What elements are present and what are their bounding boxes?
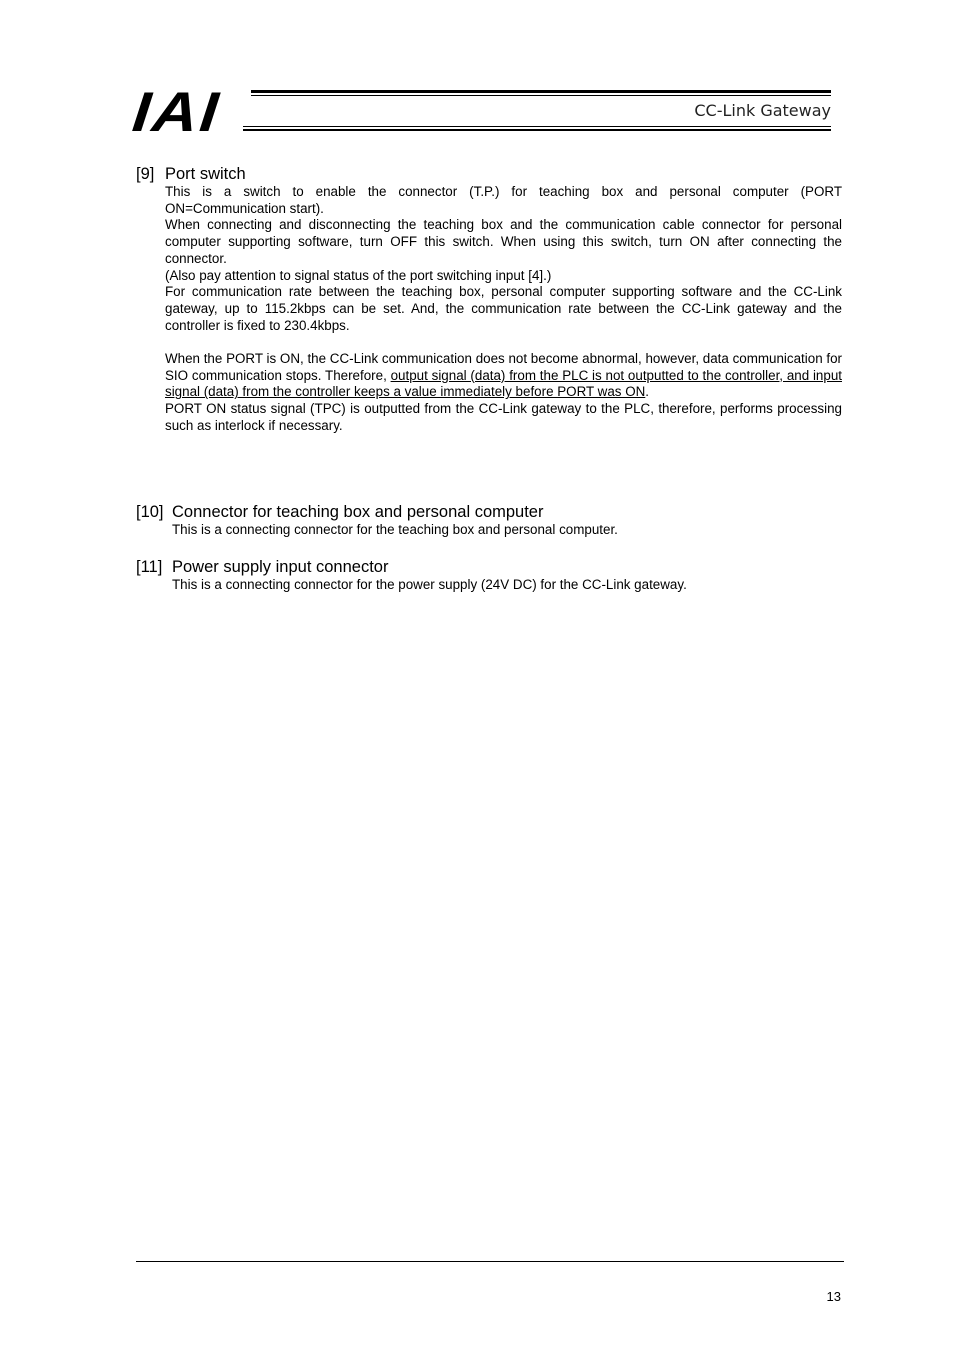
section-number: [11] [136,558,163,576]
section-power-connector [136,557,842,594]
section-body [165,184,842,435]
paragraph: (Also pay attention to signal status of the port switching input [4].) [165,267,552,283]
section-body [172,577,842,594]
header-rule-bottom-thick [243,129,831,131]
section-title: Power supply input connector [172,558,389,576]
paragraph: This is a connecting connector for the teaching box and personal computer. [172,522,618,537]
underlined-warning-text: output signal (data) from the PLC is not outputted to the controller, and input signal (data) from the controller keeps a value immediately before PORT was ON [165,367,842,400]
section-port-switch [136,164,842,435]
paragraph: PORT ON status signal (TPC) is outputted from the CC-Link gateway to the PLC, therefore, performs processing such as interlock if necessary. [165,401,842,433]
section-tp-connector [136,502,842,539]
section-body [172,522,842,539]
header-rule-top-thin [251,95,831,96]
section-title: Connector for teaching box and personal computer [172,503,544,521]
section-heading [136,557,842,577]
section-heading [136,164,842,184]
paragraph [165,351,842,401]
page-number: 13 [826,1289,841,1304]
paragraph: For communication rate between the teaching box, personal computer supporting software and the CC-Link gateway, up to 115.2kbps can be set. And, the communication rate between the CC-Link gateway and the controller is fixed to 230.4kbps. [165,284,842,333]
paragraph-text: . [645,384,650,400]
header-rule-top [251,90,831,93]
paragraph: This is a switch to enable the connector (T.P.) for teaching box and personal computer (PORT ON=Communication start). [165,184,842,216]
header-title: CC-Link Gateway [694,101,831,120]
paragraph-text: When the PORT is ON, the CC-Link communication does not become abnormal, however, data communication for SIO communication stops. Therefore, [165,351,842,383]
section-number: [9] [136,165,155,183]
section-title: Port switch [165,165,246,183]
iai-logo: IAI [129,80,224,143]
header-rule-bottom [243,126,831,127]
paragraph: This is a connecting connector for the power supply (24V DC) for the CC-Link gateway. [172,577,687,592]
footer-rule [136,1261,844,1262]
paragraph: When connecting and disconnecting the teaching box and the communication cable connector for personal computer supporting software, turn OFF this switch. When using this switch, turn ON after connecting the connector. [165,217,842,266]
section-number: [10] [136,503,164,521]
section-heading [136,502,842,522]
